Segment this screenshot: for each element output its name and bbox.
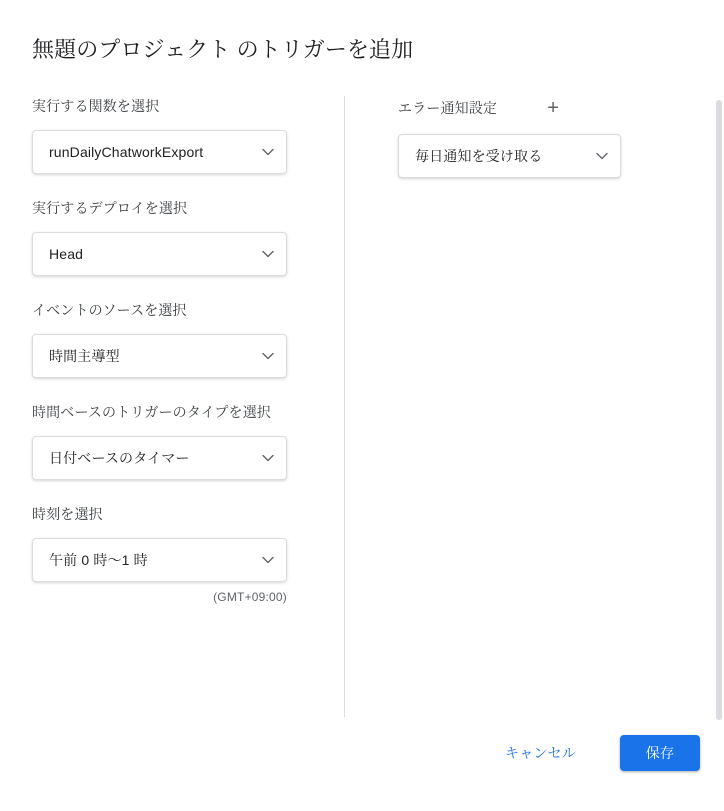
time-select[interactable] bbox=[32, 538, 287, 582]
chevron-down-icon bbox=[250, 436, 286, 480]
field-timer-type-select bbox=[32, 402, 322, 480]
event-source-select[interactable] bbox=[32, 334, 287, 378]
chevron-down-icon bbox=[250, 538, 286, 582]
error-notification-select[interactable] bbox=[398, 134, 621, 178]
field-label-time: 時刻を選択 bbox=[32, 506, 103, 522]
timer-type-select-value: 日付ベースのタイマー bbox=[49, 450, 190, 466]
left-column bbox=[32, 96, 322, 628]
field-label-function: 実行する関数を選択 bbox=[32, 98, 160, 114]
timezone-note: (GMT+09:00) bbox=[213, 590, 287, 604]
save-button[interactable]: 保存 bbox=[620, 735, 700, 771]
chevron-down-icon bbox=[250, 334, 286, 378]
error-notification-header bbox=[398, 96, 678, 120]
add-notification-icon[interactable]: + bbox=[547, 97, 559, 119]
deployment-select-value: Head bbox=[49, 246, 84, 262]
function-select[interactable] bbox=[32, 130, 287, 174]
field-deployment-select bbox=[32, 198, 322, 276]
error-notification-select-value: 毎日通知を受け取る bbox=[415, 148, 543, 164]
field-time-select bbox=[32, 504, 322, 604]
right-column bbox=[398, 96, 678, 178]
chevron-down-icon bbox=[250, 130, 286, 174]
dialog-content bbox=[0, 96, 700, 716]
scrollbar-track[interactable] bbox=[714, 0, 724, 811]
field-function-select bbox=[32, 96, 322, 174]
field-label-deployment: 実行するデプロイを選択 bbox=[32, 200, 188, 216]
field-label-timer-type: 時間ベースのトリガーのタイプを選択 bbox=[32, 404, 272, 420]
timer-type-select[interactable] bbox=[32, 436, 287, 480]
deployment-select[interactable] bbox=[32, 232, 287, 276]
function-select-value: runDailyChatworkExport bbox=[49, 144, 204, 160]
field-label-error-notification: エラー通知設定 bbox=[398, 100, 498, 116]
dialog-title: 無題のプロジェクト のトリガーを追加 bbox=[32, 37, 414, 62]
dialog-footer bbox=[0, 735, 700, 779]
field-event-source-select bbox=[32, 300, 322, 378]
event-source-select-value: 時間主導型 bbox=[49, 348, 120, 364]
chevron-down-icon bbox=[584, 134, 620, 178]
scrollbar-thumb[interactable] bbox=[716, 100, 722, 720]
chevron-down-icon bbox=[250, 232, 286, 276]
time-select-value: 午前 0 時～1 時 bbox=[49, 552, 148, 568]
cancel-button[interactable]: キャンセル bbox=[497, 735, 584, 771]
field-label-event-source: イベントのソースを選択 bbox=[32, 302, 187, 318]
